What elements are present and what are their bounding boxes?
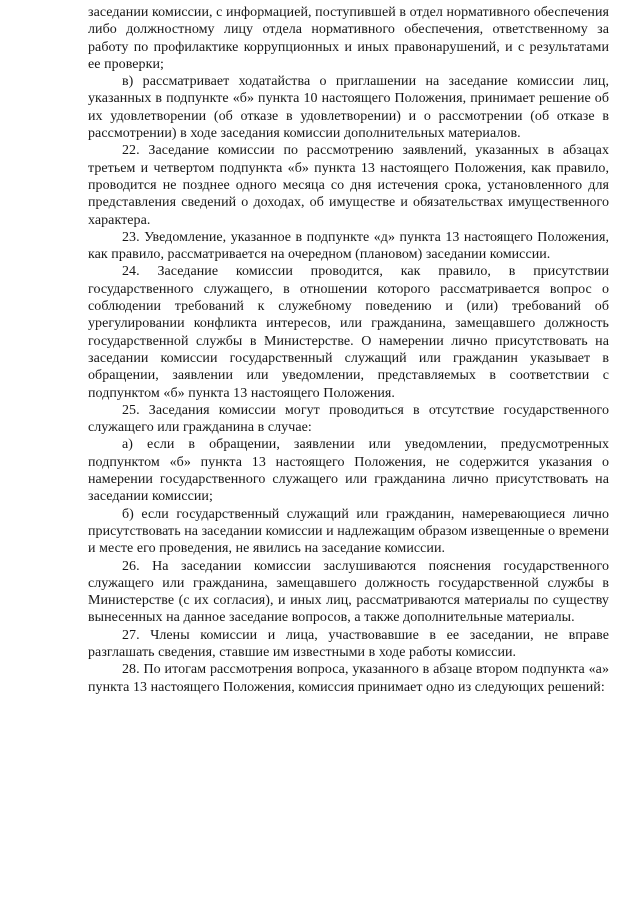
paragraph-25-a: а) если в обращении, заявлении или уведомлении, предусмотренных подпунктом «б» пункта 13 настоящего Положения, не содержится указания о намерении государственного служащего или гражданина лично присутствовать на заседании комиссии; (88, 437, 609, 505)
paragraph-21-v: в) рассматривает ходатайства о приглашении на заседание комиссии лиц, указанных в подпункте «б» пункта 10 настоящего Положения, принимает решение об их удовлетворении (об отказе в удовлетворении) и о рассмотрении (об отказе в рассмотрении) в ходе заседания комиссии дополнительных материалов. (88, 74, 609, 142)
paragraph-25-b: б) если государственный служащий или гражданин, намеревающиеся лично присутствовать на заседании комиссии и надлежащим образом извещенные о времени и месте его проведения, не явились на заседание комиссии. (88, 506, 609, 557)
paragraph-26: 26. На заседании комиссии заслушиваются пояснения государственного служащего или гражданина, замещавшего должность государственной службы в Министерстве (с их согласия), и иных лиц, рассматриваются материалы по существу вынесенных на данное заседание вопросов, а также дополнительные материалы. (88, 558, 609, 626)
paragraph-23: 23. Уведомление, указанное в подпункте «д» пункта 13 настоящего Положения, как правило, рассматривается на очередном (плановом) заседании комиссии. (88, 229, 609, 263)
paragraph-continuation: заседании комиссии, с информацией, поступившей в отдел нормативного обеспечения либо должностному лицу отдела нормативного обеспечения, ответственному за работу по профилактике коррупционных и иных правонарушений, и с результатами ее проверки; (88, 5, 609, 72)
paragraph-24: 24. Заседание комиссии проводится, как правило, в присутствии государственного служащего, в отношении которого рассматривается вопрос о соблюдении требований к служебному поведению и (или) требований об урегулировании конфликта интересов, или гражданина, замещавшего должность государственной службы в Министерстве. О намерении лично присутствовать на заседании комиссии государственный служащий или гражданин указывает в обращении, заявлении или уведомлении, представляемых в соответствии с подпунктом «б» пункта 13 настоящего Положения. (88, 264, 609, 401)
document-body (88, 4, 609, 696)
paragraph-28: 28. По итогам рассмотрения вопроса, указанного в абзаце втором подпункта «а» пункта 13 настоящего Положения, комиссия принимает одно из следующих решений: (88, 662, 609, 695)
paragraph-27: 27. Члены комиссии и лица, участвовавшие в ее заседании, не вправе разглашать сведения, ставшие им известными в ходе работы комиссии. (88, 627, 609, 660)
paragraph-22: 22. Заседание комиссии по рассмотрению заявлений, указанных в абзацах третьем и четвертом подпункта «б» пункта 13 настоящего Положения, как правило, проводится не позднее одного месяца со дня истечения срока, установленного для представления сведений о доходах, об имуществе и обязательствах имущественного характера. (88, 143, 609, 228)
paragraph-25: 25. Заседания комиссии могут проводиться в отсутствие государственного служащего или гражданина в случае: (88, 402, 609, 436)
